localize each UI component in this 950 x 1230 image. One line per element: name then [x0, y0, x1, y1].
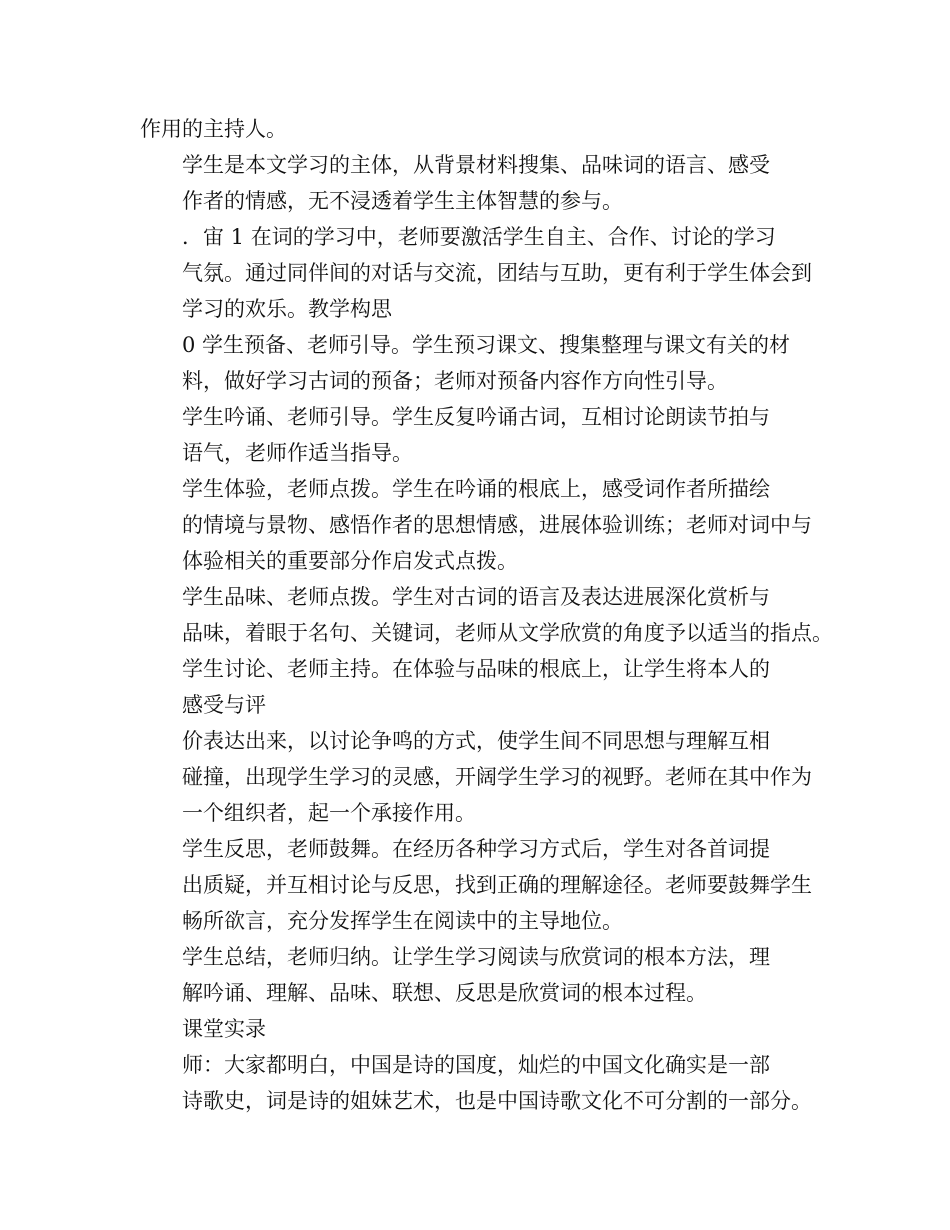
text-line: 学生是本文学习的主体，从背景材料搜集、品味词的语言、感受	[182, 153, 770, 177]
text-line: 课堂实录	[182, 1017, 266, 1041]
text-line: 师：大家都明白，中国是诗的国度，灿烂的中国文化确实是一部	[182, 1053, 770, 1077]
paragraph	[140, 723, 812, 831]
text-line: 诗歌史，词是诗的姐妹艺术，也是中国诗歌文化不可分割的一部分。	[182, 1089, 812, 1113]
text-line: 出质疑，并互相讨论与反思，找到正确的理解途径。老师要鼓舞学生	[182, 873, 812, 897]
paragraph	[140, 471, 812, 579]
paragraph	[140, 399, 812, 471]
text-line: 学生吟诵、老师引导。学生反复吟诵古词，互相讨论朗读节拍与	[182, 405, 770, 429]
text-line: 体验相关的重要部分作启发式点拨。	[182, 549, 518, 573]
text-line: 学生品味、老师点拨。学生对古词的语言及表达进展深化赏析与	[182, 585, 770, 609]
document-body	[140, 111, 833, 1119]
text-line: 料，做好学习古词的预备；老师对预备内容作方向性引导。	[182, 369, 728, 393]
paragraph	[140, 219, 812, 327]
paragraph	[140, 651, 812, 723]
text-line: 作用的主持人。	[140, 117, 287, 141]
paragraph	[140, 147, 812, 219]
text-line: 语气，老师作适当指导。	[182, 441, 413, 465]
text-line: 碰撞，出现学生学习的灵感，开阔学生学习的视野。老师在其中作为	[182, 765, 812, 789]
text-line: 畅所欲言，充分发挥学生在阅读中的主导地位。	[182, 909, 623, 933]
text-line: 的情境与景物、感悟作者的思想情感，进展体验训练；老师对词中与	[182, 513, 812, 537]
paragraph	[140, 831, 812, 939]
text-line: 价表达出来，以讨论争鸣的方式，使学生间不同思想与理解互相	[182, 729, 770, 753]
text-line: 一个组织者，起一个承接作用。	[182, 801, 476, 825]
paragraph	[140, 327, 812, 399]
paragraph	[140, 1047, 812, 1119]
text-line: 学生总结，老师归纳。让学生学习阅读与欣赏词的根本方法，理	[182, 945, 770, 969]
paragraph	[140, 939, 812, 1011]
text-line: 学习的欢乐。教学构思	[182, 297, 392, 321]
text-line: 学生体验，老师点拨。学生在吟诵的根底上，感受词作者所描绘	[182, 477, 770, 501]
text-line: 感受与评	[182, 693, 266, 717]
paragraph	[140, 111, 812, 147]
text-line: 学生讨论、老师主持。在体验与品味的根底上，让学生将本人的	[182, 657, 770, 681]
text-line: 气氛。通过同伴间的对话与交流，团结与互助，更有利于学生体会到	[182, 261, 812, 285]
text-line: 0 学生预备、老师引导。学生预习课文、搜集整理与课文有关的材	[182, 333, 791, 357]
text-line: ．宙 1 在词的学习中，老师要激活学生自主、合作、讨论的学习	[182, 225, 776, 249]
paragraph	[140, 579, 833, 651]
text-line: 品味，着眼于名句、关键词，老师从文学欣赏的角度予以适当的指点。	[182, 621, 833, 645]
text-line: 解吟诵、理解、品味、联想、反思是欣赏词的根本过程。	[182, 981, 707, 1005]
paragraph	[140, 1011, 812, 1047]
text-line: 作者的情感，无不浸透着学生主体智慧的参与。	[182, 189, 623, 213]
text-line: 学生反思，老师鼓舞。在经历各种学习方式后，学生对各首词提	[182, 837, 770, 861]
